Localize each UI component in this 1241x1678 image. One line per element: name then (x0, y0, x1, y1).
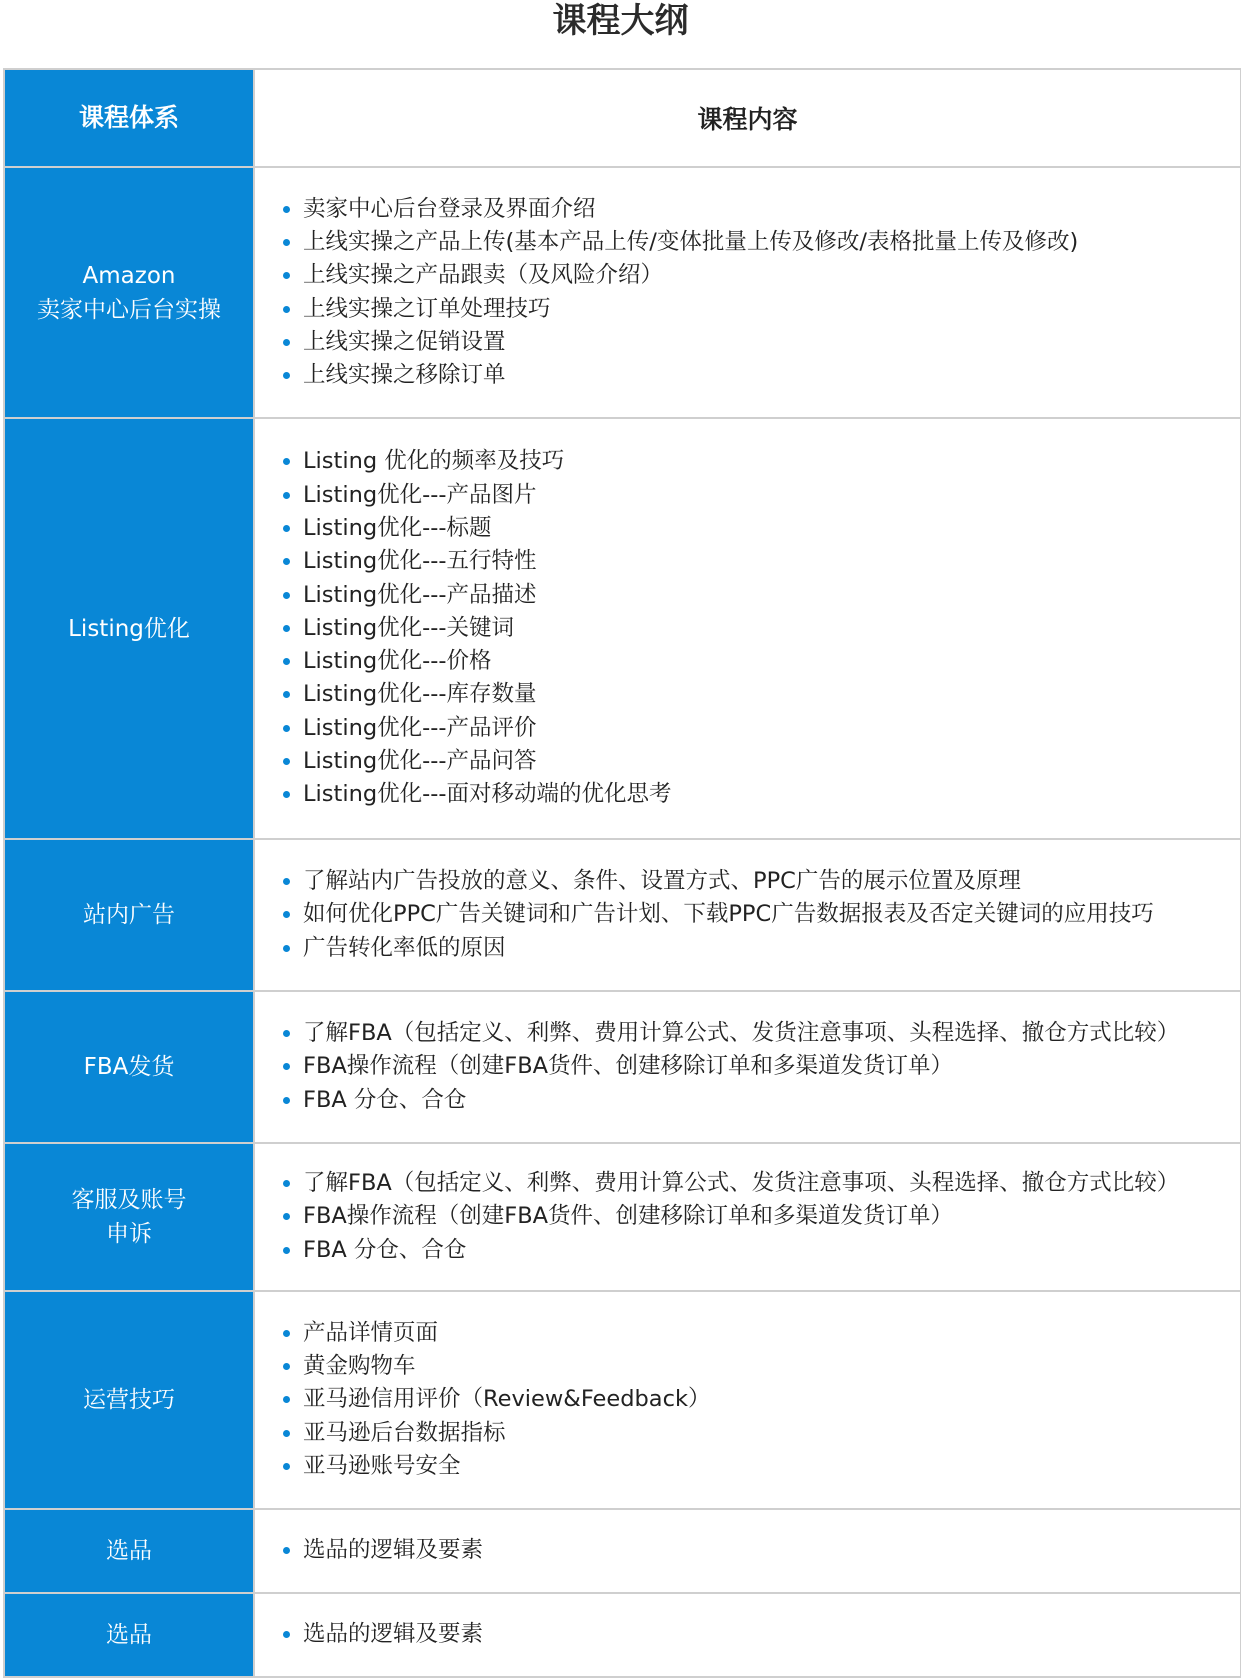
list-item: Listing优化---库存数量 (283, 678, 1240, 711)
list-item: FBA 分仓、合仓 (283, 1234, 1240, 1267)
course-system-cell (4, 1593, 254, 1677)
course-content-list (283, 1618, 1240, 1651)
list-item: Listing优化---面对移动端的优化思考 (283, 778, 1240, 811)
course-system-cell (4, 1509, 254, 1593)
course-content-list (283, 1534, 1240, 1567)
course-system-label: 选品 (106, 1622, 152, 1648)
list-item: 黄金购物车 (283, 1350, 1240, 1383)
course-content-cell (254, 1509, 1241, 1593)
list-item: Listing优化---关键词 (283, 612, 1240, 645)
course-system-label: FBA发货 (83, 1054, 175, 1080)
header-row (4, 69, 1241, 167)
table-row (4, 418, 1241, 839)
table-row (4, 1593, 1241, 1677)
list-item: Listing优化---产品问答 (283, 745, 1240, 778)
course-content-cell (254, 991, 1241, 1143)
course-content-cell (254, 1593, 1241, 1677)
list-item: 卖家中心后台登录及界面介绍 (283, 193, 1240, 226)
header-course-system: 课程体系 (4, 69, 254, 167)
list-item: Listing优化---产品图片 (283, 479, 1240, 512)
course-system-label: 申诉 (106, 1221, 152, 1247)
course-content-cell (254, 839, 1241, 991)
table-row (4, 839, 1241, 991)
page-title: 课程大纲 (552, 1, 689, 41)
course-content-list (283, 1017, 1240, 1117)
list-item: 上线实操之产品跟卖（及风险介绍） (283, 259, 1240, 292)
list-item: Listing优化---产品评价 (283, 712, 1240, 745)
course-system-cell (4, 418, 254, 839)
table-row (4, 991, 1241, 1143)
list-item: 了解FBA（包括定义、利弊、费用计算公式、发货注意事项、头程选择、撤仓方式比较） (283, 1017, 1240, 1050)
list-item: FBA 分仓、合仓 (283, 1084, 1240, 1117)
course-system-label: 卖家中心后台实操 (37, 296, 221, 323)
course-content-list (283, 865, 1240, 965)
list-item: 了解站内广告投放的意义、条件、设置方式、PPC广告的展示位置及原理 (283, 865, 1240, 898)
list-item: 亚马逊账号安全 (283, 1450, 1240, 1483)
course-system-label: 站内广告 (83, 902, 175, 928)
list-item: Listing优化---五行特性 (283, 545, 1240, 578)
course-system-label: Listing优化 (68, 615, 190, 642)
list-item: 亚马逊信用评价（Review&Feedback） (283, 1383, 1240, 1416)
list-item: 上线实操之促销设置 (283, 326, 1240, 359)
course-content-cell (254, 167, 1241, 418)
course-system-cell (4, 1291, 254, 1509)
list-item: FBA操作流程（创建FBA货件、创建移除订单和多渠道发货订单） (283, 1200, 1240, 1233)
course-system-cell (4, 167, 254, 418)
list-item: 了解FBA（包括定义、利弊、费用计算公式、发货注意事项、头程选择、撤仓方式比较） (283, 1167, 1240, 1200)
list-item: Listing优化---产品描述 (283, 579, 1240, 612)
table-row (4, 1509, 1241, 1593)
table-row (4, 1143, 1241, 1291)
course-content-cell (254, 1143, 1241, 1291)
course-outline-table (3, 68, 1241, 1678)
list-item: 上线实操之订单处理技巧 (283, 293, 1240, 326)
list-item: Listing优化---标题 (283, 512, 1240, 545)
course-content-list (283, 1167, 1240, 1267)
list-item: 选品的逻辑及要素 (283, 1534, 1240, 1567)
course-content-cell (254, 1291, 1241, 1509)
course-content-list (283, 1317, 1240, 1483)
course-system-label: 选品 (106, 1538, 152, 1564)
list-item: 产品详情页面 (283, 1317, 1240, 1350)
list-item: Listing 优化的频率及技巧 (283, 445, 1240, 478)
course-content-list (283, 445, 1240, 811)
course-system-label: 客服及账号 (71, 1187, 187, 1213)
list-item: 亚马逊后台数据指标 (283, 1417, 1240, 1450)
list-item: Listing优化---价格 (283, 645, 1240, 678)
table-row (4, 1291, 1241, 1509)
list-item: 上线实操之移除订单 (283, 359, 1240, 392)
course-content-cell (254, 418, 1241, 839)
course-system-cell (4, 839, 254, 991)
table-row (4, 167, 1241, 418)
header-course-content: 课程内容 (254, 69, 1241, 167)
list-item: 如何优化PPC广告关键词和广告计划、下载PPC广告数据报表及否定关键词的应用技巧 (283, 898, 1240, 931)
list-item: 选品的逻辑及要素 (283, 1618, 1240, 1651)
list-item: FBA操作流程（创建FBA货件、创建移除订单和多渠道发货订单） (283, 1050, 1240, 1083)
list-item: 广告转化率低的原因 (283, 932, 1240, 965)
course-content-list (283, 193, 1240, 393)
course-system-cell (4, 991, 254, 1143)
course-system-cell (4, 1143, 254, 1291)
course-system-label: 运营技巧 (83, 1387, 175, 1413)
course-system-label: Amazon (82, 262, 176, 289)
list-item: 上线实操之产品上传(基本产品上传/变体批量上传及修改/表格批量上传及修改) (283, 226, 1240, 259)
